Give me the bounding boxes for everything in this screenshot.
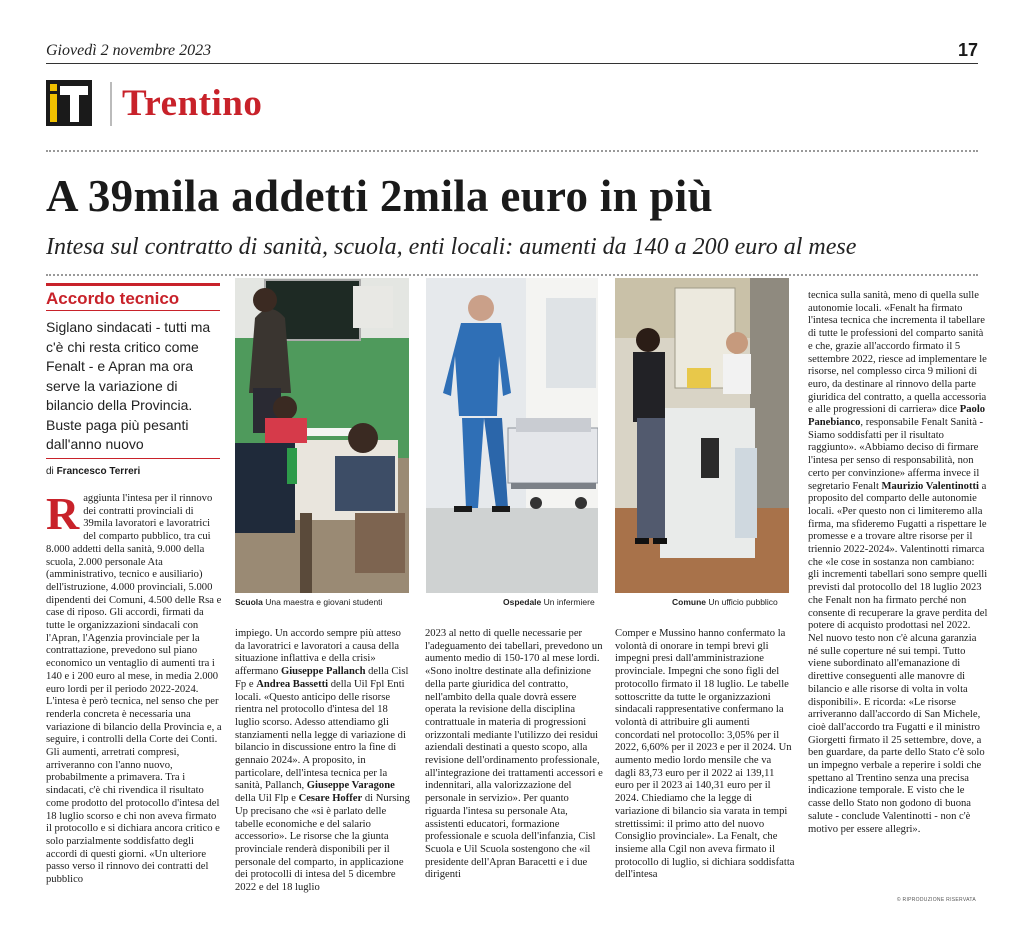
newspaper-logo [46, 80, 92, 126]
person-name: Giuseppe Pallanch [280, 666, 366, 678]
header-rule [46, 63, 978, 64]
subheadline: Intesa sul contratto di sanità, scuola, enti locali: aumenti da 140 a 200 euro al mese [46, 234, 857, 260]
kicker: Accordo tecnico [46, 289, 180, 308]
person-name: Giuseppe Varagone [306, 780, 395, 792]
photo-caption: Comune Un ufficio pubblico [672, 597, 778, 607]
dotted-divider [46, 150, 978, 152]
page-number: 17 [957, 40, 978, 60]
body-column-2: impiego. Un accordo sempre più atteso da lavoratrici e lavoratori a causa della situazione inflattiva e della crisi» affermano Giuseppe Pallanch della Cisl Fp e Andrea Bassetti della Uil Fpl Enti locali. «Questo anticipo delle risorse rientra nel protocollo d'intesa del 18 luglio scorso. Adesso attendiamo gli stanziamenti nella legge di variazione di bilancio in discussione entro la fine di gennaio 2024». A proposito, in particolare, dell'intesa tecnica per la sanità, Pallanch, Giuseppe Varagone della Uil Flp e Cesare Hoffer di Nursing Up precisano che «si è parlato delle tabelle economiche e del salario accessorio». Le risorse che la giunta provinciale renderà disponibili per il personale del comparto, in applicazione dei protocolli di intesa del 5 dicembre 2022 e del 18 luglio [235, 628, 410, 894]
photo-school [235, 278, 409, 593]
dotted-divider [46, 274, 978, 276]
person-name: Maurizio Valentinotti [881, 480, 979, 492]
kicker-underline [46, 310, 220, 311]
body-column-1 [46, 488, 222, 887]
photo-caption: Ospedale Un infermiere [503, 597, 595, 607]
person-name: Paolo Panebianco [808, 404, 986, 429]
byline [46, 466, 140, 477]
section-title: Trentino [122, 83, 263, 124]
photo-hospital [426, 278, 598, 593]
photo-caption: Scuola Una maestra e giovani studenti [235, 597, 383, 607]
drop-cap: R [46, 488, 80, 539]
byline-rule [46, 458, 220, 459]
body-column-5: tecnica sulla sanità, meno di quella sulle autonomie locali. «Fenalt ha firmato l'intesa tecnica che incrementa il tabellare di tutte le professioni del comparto sanità e che, grazie all'accordo firmato il 5 settembre 2022, riesce ad implementare le risorse, nel complesso circa 9 milioni di euro, da destinare al rinnovo della parte giuridica del contratto, a quella accessoria e alle progressioni di carriera» dice Paolo Panebianco, responsabile Fenalt Sanità - Siamo soddisfatti per il risultato raggiunto». «Abbiamo deciso di firmare l'intesa per senso di responsabilità, non certo per convinzione» afferma invece il segretario Fenalt Maurizio Valentinotti a proposito del comparto delle autonomie locali. «Per questo non ci limiteremo alla firma, ma sfideremo Fugatti a rispettare le promesse e a trovare altre risorse per il triennio 2022-2024». Valentinotti rimarca che «le cose in sostanza non cambiano: gli incrementi tabellari sono sempre quelli previsti dal protocollo del 18 luglio 2023 che Fenalt non ha firmato perché non consente di recuperare la grave perdita del potere di acquisto prodottasi nel 2022. Nel nuovo testo non c'è alcuna garanzia né sulle coperture né sui tempi. Tutto viene subordinato all'emanazione di direttive conseguenti alle manovre di bilancio e alle risorse di volta in volta disponibili». E ricorda: «Le risorse arriveranno dall'accordo di San Michele, cioè dall'accordo tra Fugatti e il ministro Giorgetti firmato il 25 settembre, dove, a ben guardare, da parte dello Stato c'è solo un impegno verbale a reperire i soldi che spettano al Trentino senza una precisa indicazione temporale. E visto che le casse dello Stato non godono di buona salute - conclude Valentinotti - non c'è motivo per essere allegri». [808, 290, 988, 835]
issue-date: Giovedì 2 novembre 2023 [46, 42, 212, 59]
person-name: Andrea Bassetti [256, 678, 329, 690]
byline-author: Francesco Terreri [56, 466, 141, 477]
person-name: Cesare Hoffer [298, 793, 363, 805]
body-column-3: 2023 al netto di quelle necessarie per l'adeguamento dei tabellari, prevedono un aumento medio di 150-170 al mese lordi. «Sono inoltre destinate alla definizione della parte giuridica del contratto, nell'ambito della quale dovrà essere operata la revisione della disciplina contrattuale in materia di progressioni orizzontali mediante l'utilizzo dei residui aziendali destinati a questo scopo, alla revisione dell'ordinamento professionale, all'integrazione dei trattamenti accessori e indennitari, alla valorizzazione del personale in servizio». Per quanto riguarda l'intesa su personale Ata, assistenti educatori, formazione professionale e scuola dell'infanzia, Cisl Scuola e Uil Scuola sostengono che «il presidente dell'Apran Baracetti e i due dirigenti [425, 628, 603, 881]
copyright-notice: © RIPRODUZIONE RISERVATA [896, 897, 976, 903]
headline: A 39mila addetti 2mila euro in più [46, 171, 713, 221]
logo-divider [110, 82, 112, 126]
photo-town-office [615, 278, 789, 593]
body-column-4: Comper e Mussino hanno confermato la volontà di onorare in tempi brevi gli impegni presi dall'amministrazione provinciale. Impegni che sono figli del protocollo firmato il 18 luglio. Le tabelle sottoscritte da tutte le organizzazioni sindacali rappresentative confermano la volontà di attribuire gli aumenti concordati nel protocollo: 3,05% per il 2022, 6,60% per il 2023 e per il 2024. Un aumento medio lordo mensile che va dagli 83,73 euro per il 2022 ai 139,11 euro per il 2023 ai 140,31 euro per il 2024. Chiediamo che la legge di variazione di bilancio sia varata in tempi strettissimi: il primo atto del nuovo Consiglio provinciale». La Fenalt, che insieme alla Cgil non aveva firmato il protocollo di luglio, si dichiara soddisfatta dell'intesa [615, 628, 795, 881]
byline-prefix: di [46, 466, 54, 477]
body-text: aggiunta l'intesa per il rinnovo dei contratti provinciali di 39mila lavoratori e lavoratrici del comparto pubblico, tra cui 8.000 addetti della sanità, 9.000 della scuola, 2.000 personale Ata (amministrativo, tecnico e ausiliario) dell'istruzione, 4.000 provinciali, 5.000 dipendenti dei Comuni, 4.500 delle Rsa e case di riposo. Gli accordi, firmati da tutte le organizzazioni sindacali con l'Apran, l'Agenzia provinciale per la contrattazione, prevedono sul piano economico un ventaglio di aumenti tra i 140 e i 200 euro al mese, in media 2.000 euro lordi per il periodo 2022-2024. L'intesa è però tecnica, nel senso che per renderla concreta è necessaria una variazione di bilancio della Provincia e, a seguire, i controlli della Corte dei Conti. Gli aumenti, arretrati compresi, arriveranno con l'anno nuovo, probabilmente a primavera. Tra i sindacati, c'è chi rivendica il risultato come prodotto del protocollo d'intesa del 18 luglio scorso e chi non aveva firmato il protocollo e si dichiara ancora critico e solo parzialmente soddisfatto degli accordi di questi giorni. «Un ulteriore passo verso il rinnovo dei contratti del pubblico [46, 493, 222, 886]
kicker-rule [46, 283, 220, 286]
standfirst: Siglano sindacati - tutti ma c'è chi resta critico come Fenalt - e Apran ma ora serve la variazione di bilancio della Provincia. Buste paga più pesanti dall'anno nuovo [46, 319, 211, 452]
